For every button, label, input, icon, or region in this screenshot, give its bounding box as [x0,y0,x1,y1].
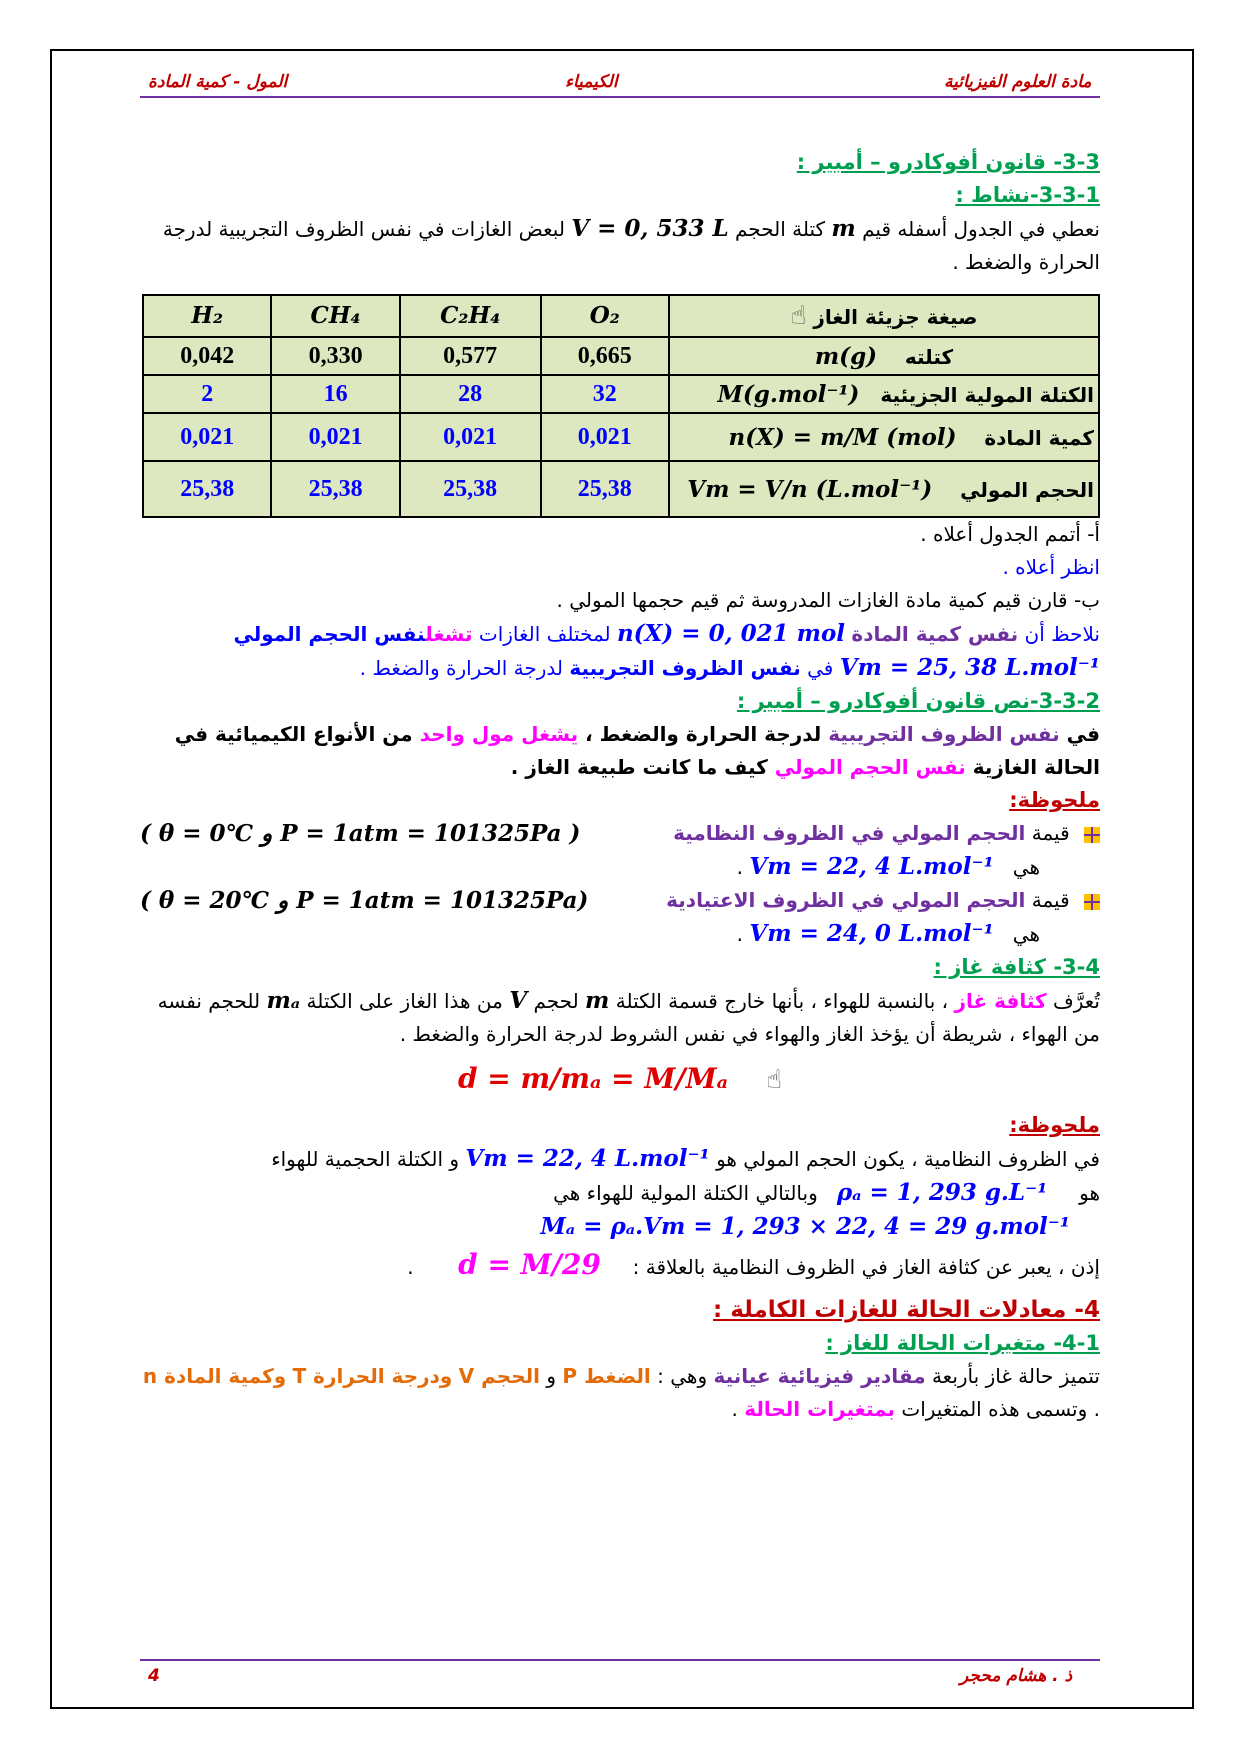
pointer-hand-icon: ☝ [766,1065,783,1095]
note2-line1: في الظروف النظامية ، يكون الحجم المولي هو Vm = 22, 4 L.mol⁻¹ و الكتلة الحجمية للهواء [271,1145,1100,1172]
section-title-3-3: 3-3- قانون أفوكادرو – أمبير : [796,150,1100,174]
footer-author: ذ . هشام محجر [960,1666,1073,1686]
gas-ch4: CH₄ [271,295,399,337]
header-lesson: المول - كمية المادة [148,72,288,92]
answer-a: انظر أعلاه . [1002,555,1100,579]
table-cell: 0,021 [400,413,541,461]
note2-line4: إذن ، يعبر عن كثافة الغاز في الظروف النظامية بالعلاقة : d = M/29 . [407,1248,1100,1281]
table-row [143,461,1099,517]
density-definition: تُعرَّف كثافة غاز ، بالنسبة للهواء ، بأنها خارج قسمة الكتلة m لحجم V من هذا الغاز على الكتلة mₐ للحجم نفسه من الهواء ، شريطة أن يؤخذ الغاز والهواء في نفس الشروط لدرجة الحرارة والضغط . [157,987,1100,1046]
bullet-icon [1084,894,1100,910]
section-4-1-title: 4-1- متغيرات الحالة للغاز : [825,1331,1100,1355]
row-label: كمية المادة n(X) = m/M (mol) [669,413,1099,461]
density-formula: ☝ d = m/mₐ = M/Mₐ [140,1051,1100,1109]
note2-line2: هو ρₐ = 1, 293 g.L⁻¹ وبالتالي الكتلة المولية للهواء هي [553,1179,1100,1206]
question-a: أ- أتمم الجدول أعلاه . [920,522,1100,546]
table-cell: 25,38 [541,461,669,517]
activity-title: 3-3-1-نشاط : [955,183,1100,207]
note1-line4: هي Vm = 24, 0 L.mol⁻¹ . [736,920,1040,947]
law-title: 3-3-2-نص قانون أفوكادرو – أمبير : [736,689,1100,713]
note1-line1: قيمة الحجم المولي في الظروف النظامية ( θ = 0℃ و P = 1atm = 101325Pa ) [140,817,1100,850]
observation-1: نلاحظ أن نفس كمية المادة n(X) = 0, 021 mol لمختلف الغازات تشغلنفس الحجم المولي [233,620,1100,647]
header-topic: الكيمياء [565,72,618,92]
bullet-icon [1084,827,1100,843]
note1-title: ملحوظة: [1009,788,1100,812]
gas-data-table [142,294,1100,518]
table-row [143,375,1099,413]
section-4-title: 4- معادلات الحالة للغازات الكاملة : [712,1297,1100,1323]
table-cell: 2 [143,375,271,413]
table-cell: 25,38 [400,461,541,517]
observation-2: Vm = 25, 38 L.mol⁻¹ في نفس الظروف التجريبية لدرجة الحرارة والضغط . [359,654,1100,681]
gas-h2: H₂ [143,295,271,337]
table-cell: 0,021 [143,413,271,461]
header-label: صيغة جزيئة الغاز ☝ [669,295,1099,337]
state-variables-text: تتميز حالة غاز بأربعة مقادير فيزيائية عيانية وهي : الضغط P و الحجم V ودرجة الحرارة T وكمية المادة n . وتسمى هذه المتغيرات بمتغيرات الحالة . [142,1364,1100,1421]
table-cell: 0,577 [400,337,541,375]
note2-line3: Mₐ = ρₐ.Vm = 1, 293 × 22, 4 = 29 g.mol⁻¹ [540,1213,1070,1240]
note1-line3: قيمة الحجم المولي في الظروف الاعتيادية ( θ = 20℃ و P = 1atm = 101325Pa) [140,884,1100,917]
header-divider [140,96,1100,98]
density-title: 3-4- كثافة غاز : [933,955,1100,979]
row-label: الكتلة المولية الجزيئية M(g.mol⁻¹) [669,375,1099,413]
table-row [143,413,1099,461]
page-number: 4 [148,1666,160,1686]
note2-title: ملحوظة: [1009,1113,1100,1137]
row-label: كتلته m(g) [669,337,1099,375]
table-cell: 0,021 [541,413,669,461]
table-cell: 25,38 [271,461,399,517]
header-subject: مادة العلوم الفيزيائية [944,72,1092,92]
footer-divider [140,1659,1100,1661]
law-text: في نفس الظروف التجريبية لدرجة الحرارة والضغط ، يشغل مول واحد من الأنواع الكيميائية في الحالة الغازية نفس الحجم المولي كيف ما كانت طبيعة الغاز . [174,722,1100,779]
table-header-row [143,295,1099,337]
question-b: ب- قارن قيم كمية مادة الغازات المدروسة ثم قيم حجمها المولي . [556,588,1100,612]
note1-line2: هي Vm = 22, 4 L.mol⁻¹ . [736,853,1040,880]
table-cell: 25,38 [143,461,271,517]
table-cell: 32 [541,375,669,413]
table-cell: 0,021 [271,413,399,461]
row-label: الحجم المولي Vm = V/n (L.mol⁻¹) [669,461,1099,517]
table-cell: 0,042 [143,337,271,375]
gas-o2: O₂ [541,295,669,337]
table-cell: 0,665 [541,337,669,375]
table-cell: 16 [271,375,399,413]
gas-c2h4: C₂H₄ [400,295,541,337]
pointer-hand-icon: ☝ [790,301,807,331]
table-row [143,337,1099,375]
table-cell: 0,330 [271,337,399,375]
main-content [140,142,1100,279]
table-cell: 28 [400,375,541,413]
questions-block [140,518,1100,1426]
intro-paragraph: نعطي في الجدول أسفله قيم m كتلة الحجم V = 0, 533 L لبعض الغازات في نفس الظروف التجريبية لدرجة الحرارة والضغط . [162,215,1100,274]
